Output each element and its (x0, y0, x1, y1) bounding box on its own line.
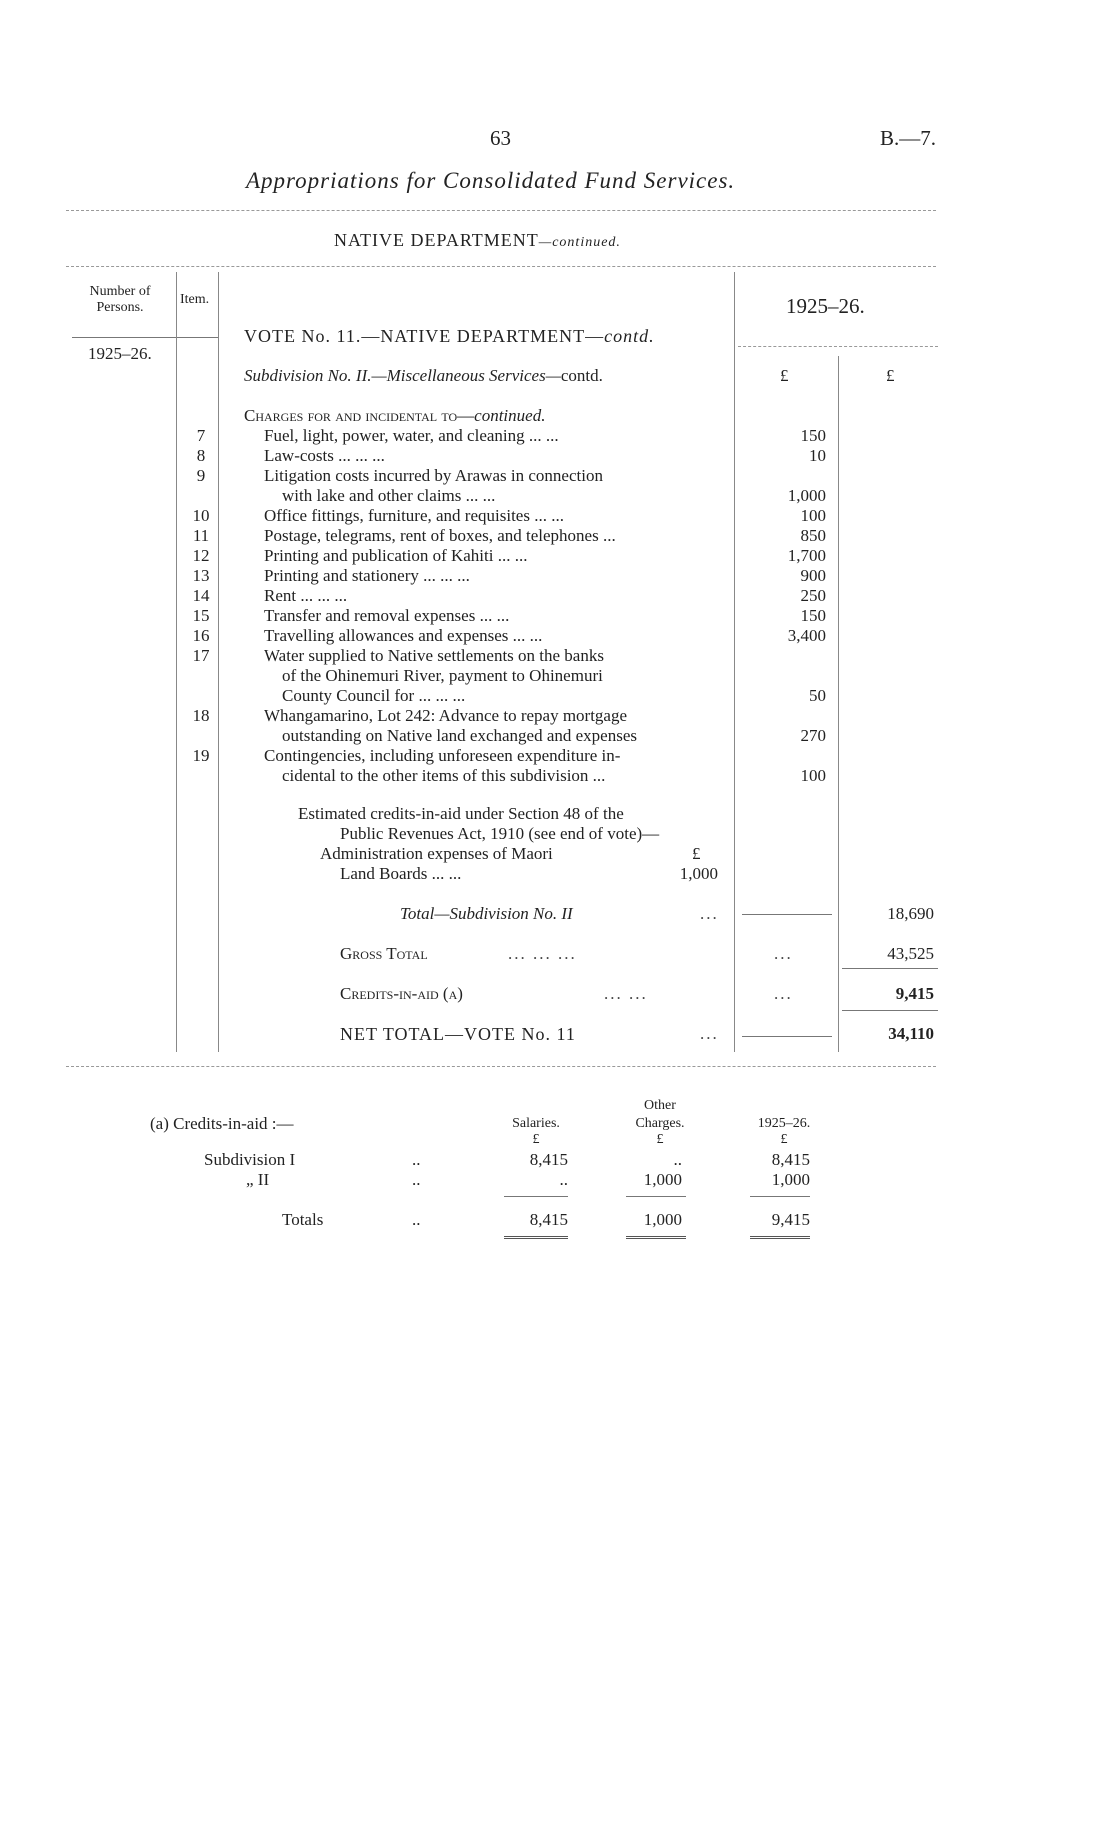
amount-column-rule-left (734, 272, 735, 1052)
title-rule (66, 210, 936, 211)
item-header: Item. (180, 292, 210, 307)
charges-heading (244, 406, 545, 426)
item-amount: 1,000 (787, 486, 826, 505)
footnote-row-dots: .. (412, 1150, 421, 1169)
footnote-double-rule-other (626, 1236, 686, 1239)
credits-total-dots: ... ... (604, 984, 648, 1003)
item-number: 12 (192, 546, 210, 565)
footnote-col-salaries: Salaries. (512, 1116, 560, 1131)
item-number: 15 (192, 606, 210, 625)
amount-column-rule-mid (838, 356, 839, 1052)
footnote-row-dots: .. (412, 1170, 421, 1189)
net-total-rule (742, 1036, 832, 1037)
net-total-dots: ... (700, 1024, 719, 1043)
item-amount: 1,700 (787, 546, 826, 565)
item-description: Postage, telegrams, rent of boxes, and telephones ... (264, 526, 616, 545)
item-amount: 150 (800, 606, 826, 625)
item-description: cidental to the other items of this subdivision ... (282, 766, 606, 785)
item-description: Contingencies, including unforeseen expenditure in- (264, 746, 621, 765)
credits-note-line1: Estimated credits-in-aid under Section 48 of the (298, 804, 624, 823)
item-amount: 3,400 (787, 626, 826, 645)
gross-total-label: Gross Total (340, 944, 428, 963)
item-number: 9 (196, 466, 206, 485)
item-number: 14 (192, 586, 210, 605)
item-description: Litigation costs incurred by Arawas in connection (264, 466, 603, 485)
footnote-double-rule-year (750, 1236, 810, 1239)
item-description: Rent ... ... ... (264, 586, 348, 605)
year-header-right: 1925–26. (786, 294, 865, 318)
footnote-totals-label: Totals (282, 1210, 324, 1229)
credits-total-label (340, 984, 463, 1004)
item-number: 8 (196, 446, 206, 465)
footnote-row-salaries: 8,415 (529, 1150, 568, 1169)
item-amount: 10 (809, 446, 826, 465)
footnote-totals-other: 1,000 (643, 1210, 682, 1229)
item-number: 7 (196, 426, 206, 445)
item-description: Fuel, light, power, water, and cleaning ... ... (264, 426, 559, 445)
footnote-col-other-2: Charges. (635, 1116, 685, 1131)
item-description: with lake and other claims ... ... (282, 486, 496, 505)
footnote-row-salaries: .. (559, 1170, 568, 1189)
footnote-row-other: 1,000 (643, 1170, 682, 1189)
item-number: 16 (192, 626, 210, 645)
subtitle-main: NATIVE DEPARTMENT (334, 230, 539, 250)
item-amount: 100 (800, 766, 826, 785)
item-number: 13 (192, 566, 210, 585)
pound-symbol-col2: £ (886, 366, 895, 385)
item-description: of the Ohinemuri River, payment to Ohinemuri (282, 666, 603, 685)
credits-note-line2: Public Revenues Act, 1910 (see end of vote)— (340, 824, 660, 843)
footnote-totals-dots: .. (412, 1210, 421, 1229)
credits-total-mid: ... (774, 984, 793, 1003)
item-description: Law-costs ... ... ... (264, 446, 385, 465)
gross-total-dots: ... ... ... (508, 944, 577, 963)
footnote-rule-other (626, 1196, 686, 1197)
subdivision-total-dots: ... (700, 904, 719, 923)
item-description: Water supplied to Native settlements on the banks (264, 646, 604, 665)
pound-symbol-col1: £ (780, 366, 789, 385)
subtitle-cont: —continued. (538, 235, 621, 250)
page-title: Appropriations for Consolidated Fund Services. (246, 168, 736, 193)
page-number: 63 (490, 126, 511, 150)
table-bottom-rule (66, 1066, 936, 1067)
vote-title-cont: contd. (604, 326, 655, 346)
item-amount: 900 (800, 566, 826, 585)
gross-total-mid: ... (774, 944, 793, 963)
charges-heading-cont: continued. (474, 406, 546, 425)
subdivision-total-rule (742, 914, 832, 915)
item-number: 19 (192, 746, 210, 765)
item-description: Whangamarino, Lot 242: Advance to repay mortgage (264, 706, 628, 725)
section-subtitle (334, 230, 621, 251)
item-amount: 250 (800, 586, 826, 605)
footnote-row-label: „ II (246, 1170, 270, 1189)
subdivision-total-amount: 18,690 (887, 904, 934, 923)
vote-title (244, 326, 655, 347)
item-description: Office fittings, furniture, and requisites ... ... (264, 506, 564, 525)
footnote-pound-salaries: £ (532, 1132, 540, 1147)
gross-total-amount: 43,525 (887, 944, 934, 963)
footnote-pound-year: £ (780, 1132, 788, 1147)
vote-title-main: VOTE No. 11.—NATIVE DEPARTMENT— (244, 326, 605, 346)
footnote-row-year: 1,000 (771, 1170, 810, 1189)
item-number: 11 (192, 526, 210, 545)
item-amount: 50 (809, 686, 826, 705)
item-amount: 850 (800, 526, 826, 545)
footnote-totals-year: 9,415 (771, 1210, 810, 1229)
subdivision-heading-cont: contd. (560, 366, 603, 385)
item-amount: 100 (800, 506, 826, 525)
footnote-rule-salaries (504, 1196, 568, 1197)
year-header-left: 1925–26. (88, 344, 152, 363)
subdivision-heading-main: Subdivision No. II.—Miscellaneous Services— (244, 366, 561, 385)
charges-heading-main: Charges for and incidental to— (244, 406, 475, 425)
item-number: 18 (192, 706, 210, 725)
credits-total-label-text: Credits-in-aid (a) (340, 984, 463, 1003)
net-total-label: NET TOTAL—VOTE No. 11 (340, 1024, 576, 1044)
credits-total-amount: 9,415 (895, 984, 934, 1003)
credits-total-rule (842, 1010, 938, 1011)
subdivision-total-label: Total—Subdivision No. II (400, 904, 573, 923)
item-amount: 270 (800, 726, 826, 745)
item-description: outstanding on Native land exchanged and expenses (282, 726, 638, 745)
credits-note-line4: Land Boards ... ... (340, 864, 462, 883)
item-description: County Council for ... ... ... (282, 686, 466, 705)
item-amount: 150 (800, 426, 826, 445)
footnote-col-other-1: Other (644, 1098, 676, 1113)
footnote-totals-salaries: 8,415 (529, 1210, 568, 1229)
persons-header-rule (72, 337, 218, 338)
footnote-col-year: 1925–26. (757, 1116, 811, 1131)
item-description: Travelling allowances and expenses ... ... (264, 626, 543, 645)
footnote-row-label: Subdivision I (204, 1150, 296, 1169)
item-number: 17 (192, 646, 210, 665)
item-description: Printing and stationery ... ... ... (264, 566, 470, 585)
subdivision-heading (244, 366, 603, 386)
net-total-amount: 34,110 (888, 1024, 934, 1043)
year-header-rule (738, 346, 938, 347)
footnote-row-year: 8,415 (771, 1150, 810, 1169)
footnote-label: (a) Credits-in-aid :— (150, 1114, 294, 1133)
item-description: Transfer and removal expenses ... ... (264, 606, 510, 625)
credits-note-amount: 1,000 (679, 864, 718, 883)
footnote-pound-other: £ (656, 1132, 664, 1147)
document-reference: B.—7. (880, 126, 937, 150)
number-of-persons-header: Number of Persons. (89, 284, 151, 315)
item-number: 10 (192, 506, 210, 525)
persons-column-rule (176, 272, 177, 1052)
item-description: Printing and publication of Kahiti ... ... (264, 546, 528, 565)
item-column-rule (218, 272, 219, 1052)
credits-note-line3: Administration expenses of Maori (320, 844, 553, 863)
gross-total-rule (842, 968, 938, 969)
footnote-double-rule-salaries (504, 1236, 568, 1239)
footnote-row-other: .. (673, 1150, 682, 1169)
credits-note-pound: £ (692, 844, 701, 863)
subtitle-rule (66, 266, 936, 267)
footnote-rule-year (750, 1196, 810, 1197)
